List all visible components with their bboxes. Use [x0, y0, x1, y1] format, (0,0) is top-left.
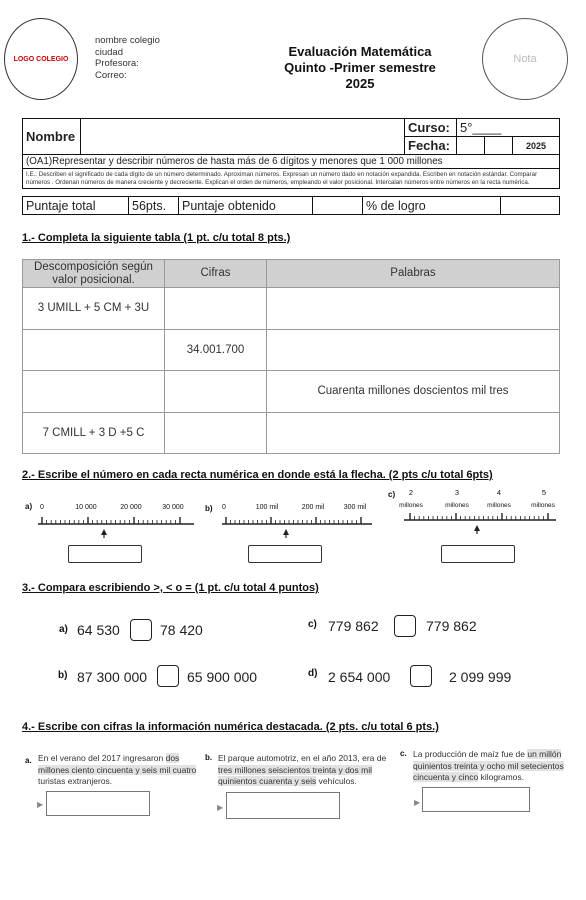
achievement-label: % de logro — [363, 197, 501, 215]
question-1-title: 1.- Completa la siguiente tabla (1 pt. c/u total 8 pts.) — [22, 232, 291, 244]
highlighted-number: dos millones ciento cincuenta y seis mil cuatro — [38, 753, 197, 775]
answer-cell[interactable] — [23, 371, 165, 413]
obtained-score-label: Puntaje obtenido — [179, 197, 313, 215]
item-label: c. — [400, 749, 407, 758]
score-table — [22, 196, 560, 215]
answer-cell[interactable] — [23, 329, 165, 371]
item-label: a) — [59, 624, 68, 635]
grade-circle[interactable] — [482, 18, 568, 100]
question-3-title: 3.- Compara escribiendo >, < o = (1 pt. c/u total 4 puntos) — [22, 582, 319, 594]
tick-label: 10 000 — [75, 504, 97, 511]
answer-cell[interactable] — [267, 412, 560, 454]
answer-input-a[interactable] — [46, 791, 150, 816]
compare-right: 779 862 — [426, 618, 477, 634]
compare-box-a[interactable] — [130, 619, 152, 641]
grade-label: Nota — [513, 53, 537, 65]
school-info — [95, 35, 160, 81]
learning-objective: (OA1)Representar y describir números de hasta más de 6 dígitos y menores que 1 000 millones — [23, 155, 560, 169]
table-row — [23, 371, 560, 413]
table-cell: 34.001.700 — [165, 329, 267, 371]
problem-text: El parque automotriz, en el año 2013, era de — [218, 753, 387, 763]
item-label: d) — [308, 668, 318, 679]
answer-input-b[interactable] — [226, 792, 340, 819]
play-arrow-icon: ▶ — [414, 798, 421, 807]
problem-text: La producción de maíz fue de — [413, 749, 528, 759]
table-header: Cifras — [165, 260, 267, 288]
highlighted-number: un millón quinientos treinta y ocho mil setecientos cincuenta y cinco — [413, 749, 564, 782]
problem-b — [218, 753, 396, 788]
tick-label: 3 — [454, 488, 460, 497]
obtained-score-field[interactable] — [313, 197, 363, 215]
name-label: Nombre — [23, 119, 81, 155]
number-line-b — [222, 512, 372, 538]
answer-cell[interactable] — [267, 288, 560, 330]
answer-cell[interactable] — [267, 329, 560, 371]
answer-cell[interactable] — [165, 412, 267, 454]
compare-right: 2 099 999 — [449, 669, 512, 685]
tick-label: 4 — [496, 488, 502, 497]
compare-left: 2 654 000 — [328, 669, 391, 685]
item-label: a) — [25, 502, 33, 511]
number-line-a — [38, 512, 194, 538]
compare-left: 779 862 — [328, 618, 379, 634]
compare-box-c[interactable] — [394, 615, 416, 637]
answer-box-a[interactable] — [68, 545, 142, 563]
compare-box-b[interactable] — [157, 665, 179, 687]
problem-c — [413, 749, 569, 784]
date-label: Fecha: — [405, 137, 457, 155]
table-header: Palabras — [267, 260, 560, 288]
answer-cell[interactable] — [165, 371, 267, 413]
compare-left: 64 530 — [77, 622, 120, 638]
tick-label: 30 000 — [162, 504, 184, 511]
compare-left: 87 300 000 — [77, 669, 148, 685]
page-title — [255, 44, 465, 92]
answer-box-c[interactable] — [441, 545, 515, 563]
tick-label: 200 mil — [301, 504, 325, 511]
tick-label: 2 — [408, 488, 414, 497]
name-field[interactable] — [81, 119, 405, 155]
tick-label: 20 000 — [120, 504, 142, 511]
table-cell: Cuarenta millones doscientos mil tres — [267, 371, 560, 413]
play-arrow-icon: ▶ — [217, 803, 224, 812]
problem-text: vehículos. — [316, 776, 357, 786]
email-label: Correo: — [95, 69, 127, 81]
student-info-table — [22, 118, 560, 189]
tick-label: millones — [531, 502, 555, 509]
problem-text: turistas extranjeros. — [38, 776, 113, 786]
item-label: b) — [58, 670, 68, 681]
number-line-c — [404, 508, 556, 534]
compare-right: 78 420 — [160, 622, 203, 638]
compare-right: 65 900 000 — [187, 669, 258, 685]
school-name: nombre colegio — [95, 35, 160, 46]
tick-label: 5 — [541, 488, 547, 497]
tick-label: millones — [445, 502, 469, 509]
highlighted-number: tres millones seiscientos treinta y dos mil quinientos cuarenta y seis — [218, 764, 373, 786]
table-cell: 7 CMILL + 3 D +5 C — [23, 412, 165, 454]
tick-label: 100 mil — [255, 504, 279, 511]
tick-label: 300 mil — [343, 504, 367, 511]
school-city: ciudad — [95, 46, 123, 58]
problem-text: kilogramos. — [478, 772, 525, 782]
date-month-field[interactable] — [485, 137, 513, 155]
answer-input-c[interactable] — [422, 787, 530, 812]
compare-box-d[interactable] — [410, 665, 432, 687]
item-label: c) — [388, 490, 396, 499]
course-label: Curso: — [405, 119, 457, 137]
tick-label: millones — [487, 502, 511, 509]
table-cell: 3 UMILL + 5 CM + 3U — [23, 288, 165, 330]
question-2-title: 2.- Escribe el número en cada recta numérica en donde está la flecha. (2 pts c/u total 6pts) — [22, 469, 493, 481]
date-day-field[interactable] — [457, 137, 485, 155]
play-arrow-icon: ▶ — [37, 800, 44, 809]
title-line: 2025 — [345, 76, 375, 91]
achievement-field[interactable] — [501, 197, 560, 215]
tick-label: 0 — [222, 504, 226, 511]
date-year: 2025 — [513, 137, 560, 155]
course-field[interactable]: 5°____ — [457, 119, 560, 137]
title-line: Quinto -Primer semestre — [284, 60, 436, 75]
answer-box-b[interactable] — [248, 545, 322, 563]
table-row — [23, 288, 560, 330]
item-label: c) — [308, 619, 317, 630]
item-label: b. — [205, 753, 213, 762]
tick-label: millones — [399, 502, 423, 509]
answer-cell[interactable] — [165, 288, 267, 330]
teacher-label: Profesora: — [95, 58, 139, 69]
total-score-value: 56pts. — [129, 197, 179, 215]
logo-text: LOGO COLEGIO — [13, 55, 69, 63]
total-score-label: Puntaje total — [23, 197, 129, 215]
problem-text: En el verano del 2017 ingresaron — [38, 753, 166, 763]
tick-label: 0 — [40, 504, 44, 511]
problem-a — [38, 753, 198, 788]
place-value-table — [22, 259, 560, 454]
table-row — [23, 412, 560, 454]
title-line: Evaluación Matemática — [288, 44, 432, 59]
question-4-title: 4.- Escribe con cifras la información numérica destacada. (2 pts. c/u total 6 pts.) — [22, 721, 439, 733]
item-label: a. — [25, 756, 32, 765]
table-row — [23, 329, 560, 371]
table-header: Descomposición según valor posicional. — [23, 260, 165, 288]
item-label: b) — [205, 504, 213, 513]
evaluation-indicators: I.E.: Describen el significado de cada dígito de un número determinado. Aproximan números. Expresan un número dado en notación expandida. Escriben en notación estándar. Comparar números . Ordenan números de manera creciente y decreciente. Explican el orden de números, empleando el valor posicional. Intercalan números entre números en la recta numérica. — [23, 169, 560, 189]
school-logo — [4, 18, 78, 100]
